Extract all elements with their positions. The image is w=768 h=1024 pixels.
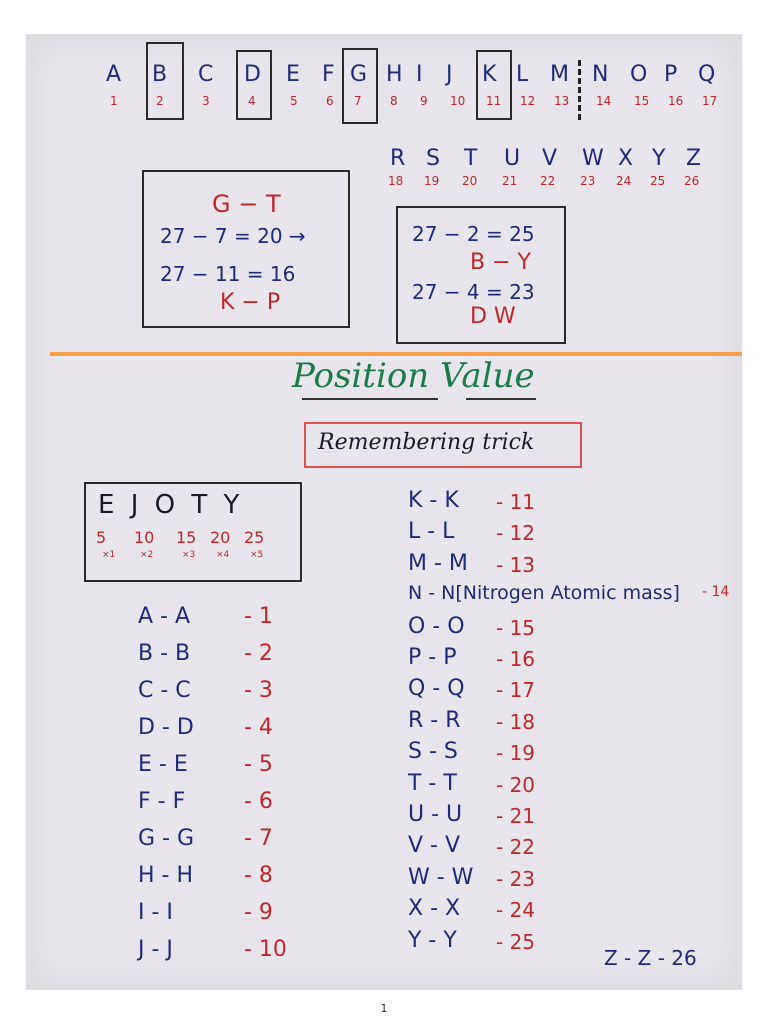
alphabet-letter: M: [550, 62, 569, 87]
alphabet-number: 14: [596, 94, 612, 108]
alphabet-number: 19: [424, 174, 440, 188]
list-item-letter: I - I: [138, 900, 173, 925]
list-item-number: - 17: [496, 678, 536, 703]
list-item-letter: A - A: [138, 604, 191, 629]
list-item-letter: E - E: [138, 752, 188, 777]
page-number: 1: [380, 1002, 388, 1015]
pair-g-t: G − T: [212, 190, 281, 218]
page-title: Position Value: [292, 356, 535, 396]
equation-27-2: 27 − 2 = 25: [412, 222, 535, 246]
alphabet-number: 12: [520, 94, 536, 108]
alphabet-letter: A: [106, 62, 122, 87]
ejoty-multiplier: ×4: [216, 550, 230, 560]
alphabet-number: 26: [684, 174, 700, 188]
list-item-letter: J - J: [138, 937, 173, 962]
alphabet-number: 22: [540, 174, 556, 188]
list-item-number: - 25: [496, 929, 536, 954]
alphabet-letter: Q: [698, 62, 716, 87]
list-item-number: - 8: [244, 863, 273, 888]
alphabet-letter: G: [350, 62, 368, 87]
alphabet-letter: C: [198, 62, 214, 87]
alphabet-number: 7: [354, 94, 362, 108]
list-item-letter: B - B: [138, 641, 191, 666]
alphabet-number: 24: [616, 174, 632, 188]
highlight-box-k: [476, 50, 512, 120]
pair-d-w: D W: [470, 304, 516, 329]
alphabet-letter: Z: [686, 146, 702, 171]
alphabet-letter: L: [516, 62, 529, 87]
list-item-number: - 5: [244, 752, 273, 777]
list-item-letter: G - G: [138, 826, 195, 851]
ejoty-number: 5: [96, 528, 107, 547]
list-item-letter: U - U: [408, 802, 463, 827]
alphabet-letter: V: [542, 146, 558, 171]
alphabet-number: 11: [486, 94, 502, 108]
alphabet-letter: B: [152, 62, 168, 87]
list-item-number: - 10: [244, 937, 287, 962]
list-item-number: - 22: [496, 835, 536, 860]
list-item-letter: Q - Q: [408, 676, 465, 702]
equation-27-11: 27 − 11 = 16: [160, 262, 296, 286]
list-item-number: - 11: [496, 490, 536, 514]
list-item-letter: D - D: [138, 715, 194, 740]
alphabet-number: 20: [462, 174, 478, 188]
alphabet-number: 2: [156, 94, 164, 108]
highlight-box-b: [146, 42, 184, 120]
z-entry: Z - Z - 26: [604, 946, 697, 970]
alphabet-number: 16: [668, 94, 684, 108]
ejoty-multiplier: ×3: [182, 550, 196, 560]
list-item-letter: L - L: [408, 519, 455, 545]
list-item-letter: N - N[Nitrogen Atomic mass]: [408, 582, 680, 605]
ejoty-number: 15: [176, 528, 197, 547]
alphabet-number: 9: [420, 94, 428, 108]
ejoty-number: 20: [210, 528, 231, 547]
list-item-number: - 12: [496, 521, 536, 546]
alphabet-letter: U: [504, 146, 521, 171]
alphabet-letter: E: [286, 62, 300, 87]
pair-b-y: B − Y: [470, 250, 531, 275]
list-item-number: - 24: [496, 898, 536, 923]
list-item-letter: O - O: [408, 613, 465, 639]
list-item-letter: H - H: [138, 863, 194, 888]
alphabet-number: 3: [202, 94, 210, 108]
ejoty-number: 25: [244, 528, 265, 547]
list-item-number: - 3: [244, 678, 273, 703]
alphabet-letter: I: [416, 62, 423, 87]
alphabet-number: 25: [650, 174, 666, 188]
alphabet-letter: H: [386, 62, 403, 87]
alphabet-number: 13: [554, 94, 570, 108]
alphabet-number: 6: [326, 94, 334, 108]
alphabet-letter: W: [582, 146, 604, 171]
alphabet-number: 5: [290, 94, 298, 108]
alphabet-letter: Y: [652, 146, 666, 171]
alphabet-letter: K: [482, 62, 497, 87]
alphabet-letter: T: [464, 146, 478, 171]
subtitle: Remembering trick: [318, 430, 535, 455]
list-item-number: - 6: [244, 789, 273, 814]
alphabet-letter: R: [390, 146, 406, 171]
list-item-number: - 19: [496, 741, 536, 766]
list-item-number: - 18: [496, 709, 536, 734]
list-item-number: - 21: [496, 804, 536, 828]
equation-27-7: 27 − 7 = 20 →: [160, 224, 306, 248]
list-item-letter: M - M: [408, 550, 468, 576]
ejoty-multiplier: ×1: [102, 550, 116, 560]
list-item-letter: V - V: [408, 833, 461, 859]
list-item-number: - 7: [244, 826, 273, 851]
list-item-letter: W - W: [408, 864, 474, 890]
title-underline-2: [466, 398, 536, 400]
pair-k-p: K − P: [220, 290, 281, 315]
alphabet-number: 21: [502, 174, 518, 188]
alphabet-number: 8: [390, 94, 398, 108]
alphabet-letter: N: [592, 62, 609, 87]
alphabet-number: 10: [450, 94, 466, 108]
list-item-number: - 16: [496, 647, 536, 671]
list-item-letter: T - T: [408, 770, 457, 796]
alphabet-letter: D: [244, 62, 261, 87]
list-item-number: - 14: [702, 584, 730, 601]
ejoty-number: 10: [134, 528, 155, 547]
alphabet-number: 23: [580, 174, 596, 188]
list-item-letter: S - S: [408, 739, 458, 765]
title-underline: [302, 398, 438, 400]
list-item-letter: X - X: [408, 896, 461, 922]
alphabet-letter: S: [426, 146, 440, 171]
list-item-letter: P - P: [408, 645, 457, 670]
list-item-number: - 23: [496, 866, 536, 891]
list-item-number: - 1: [244, 604, 273, 629]
alphabet-number: 17: [702, 94, 718, 108]
ejoty-letters: E J O T Y: [98, 490, 244, 520]
list-item-number: - 15: [496, 615, 536, 640]
list-item-letter: F - F: [138, 789, 186, 814]
ejoty-multiplier: ×5: [250, 550, 264, 560]
equation-27-4: 27 − 4 = 23: [412, 280, 535, 304]
highlight-box-g: [342, 48, 378, 124]
alphabet-letter: F: [322, 62, 335, 87]
alphabet-number: 18: [388, 174, 404, 188]
ejoty-multiplier: ×2: [140, 550, 154, 560]
divider-mark: [578, 60, 581, 120]
alphabet-number: 15: [634, 94, 650, 108]
list-item-number: - 4: [244, 715, 273, 740]
alphabet-letter: O: [630, 62, 648, 87]
highlight-box-d: [236, 50, 272, 120]
list-item-number: - 13: [496, 552, 536, 577]
list-item-letter: Y - Y: [408, 927, 457, 953]
alphabet-number: 4: [248, 94, 256, 108]
list-item-letter: K - K: [408, 488, 459, 513]
list-item-number: - 9: [244, 900, 273, 925]
alphabet-letter: J: [446, 62, 453, 87]
list-item-letter: C - C: [138, 678, 191, 703]
alphabet-letter: X: [618, 146, 634, 171]
alphabet-letter: P: [664, 62, 678, 87]
list-item-number: - 2: [244, 641, 273, 666]
list-item-letter: R - R: [408, 707, 461, 733]
list-item-number: - 20: [496, 772, 536, 797]
alphabet-number: 1: [110, 94, 118, 108]
